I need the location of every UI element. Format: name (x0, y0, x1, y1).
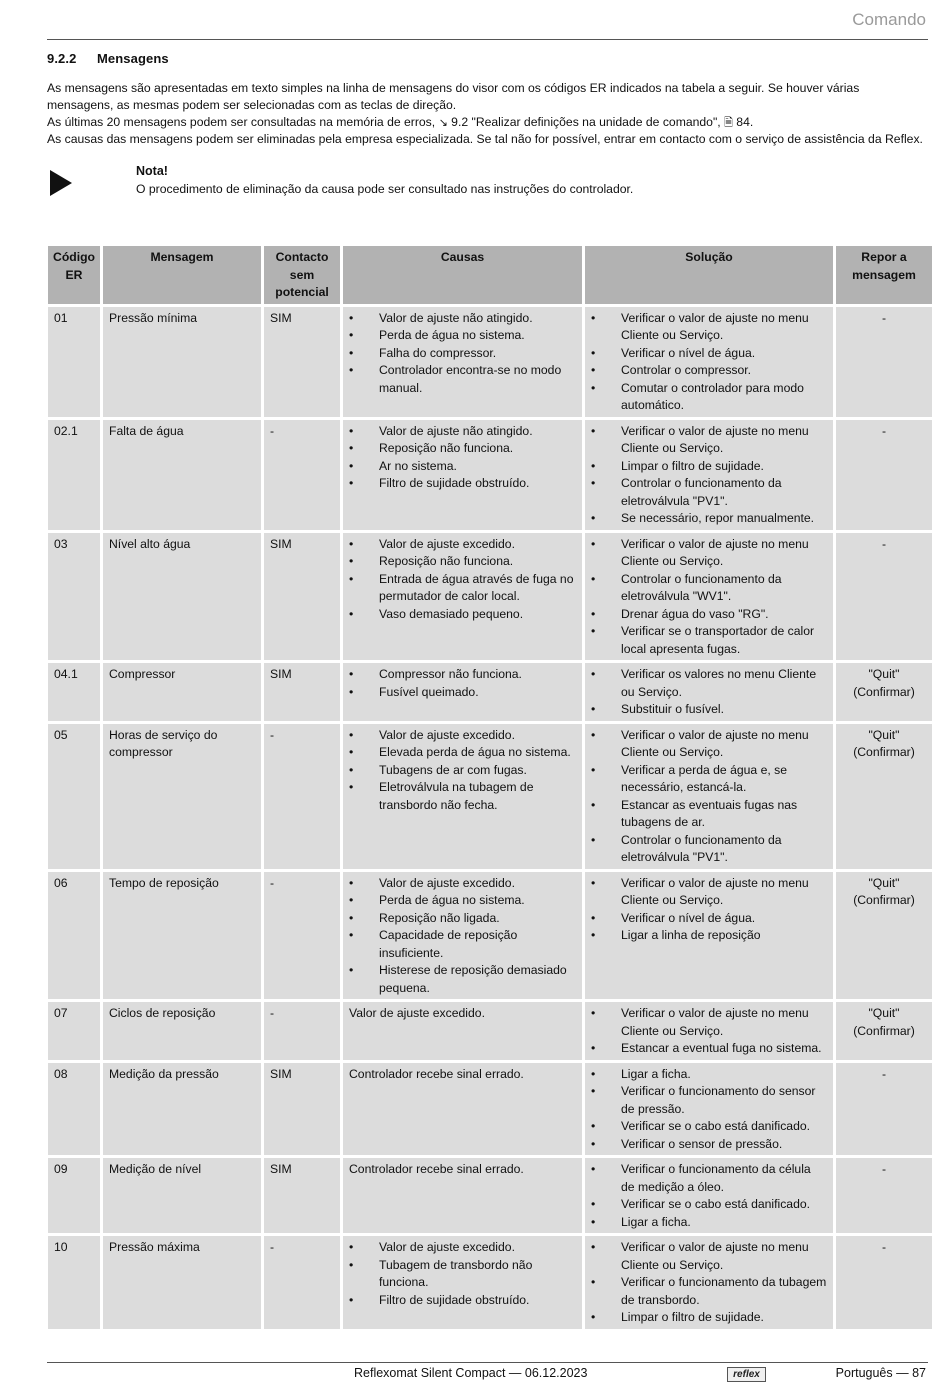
cell-message: Horas de serviço do compressor (103, 724, 261, 869)
cell-reset: "Quit" (Confirmar) (836, 724, 932, 869)
page-reference-icon: 🗎 (724, 116, 733, 129)
note-text: O procedimento de eliminação da causa pode ser consultado nas instruções do controlador. (136, 182, 634, 196)
cell-solution (585, 872, 833, 1000)
cell-reset: - (836, 1158, 932, 1233)
list-item: • Ar no sistema. (349, 458, 576, 476)
cell-solution (585, 724, 833, 869)
list-item: • Comutar o controlador para modo automático. (591, 380, 827, 415)
cell-solution-list (591, 1239, 827, 1327)
list-item: • Compressor não funciona. (349, 666, 576, 684)
list-item: • Limpar o filtro de sujidade. (591, 1309, 827, 1327)
list-item: • Controlar o funcionamento da eletroválvula "PV1". (591, 475, 827, 510)
list-item: • Perda de água no sistema. (349, 892, 576, 910)
cell-contact: - (264, 420, 340, 530)
cell-reset: "Quit" (Confirmar) (836, 872, 932, 1000)
table-row (48, 663, 932, 721)
cell-code: 04.1 (48, 663, 100, 721)
cell-solution-list (591, 1066, 827, 1154)
list-item: • Verificar se o cabo está danificado. (591, 1118, 827, 1136)
cell-causes-list (349, 1239, 576, 1309)
list-item: • Verificar o valor de ajuste no menu Cliente ou Serviço. (591, 1005, 827, 1040)
list-item: • Perda de água no sistema. (349, 327, 576, 345)
list-item: • Tubagem de transbordo não funciona. (349, 1257, 576, 1292)
cell-solution (585, 663, 833, 721)
cell-solution-list (591, 536, 827, 659)
cell-causes: Controlador recebe sinal errado. (343, 1158, 582, 1233)
cell-solution-list (591, 727, 827, 867)
list-item: • Verificar o funcionamento da tubagem de transbordo. (591, 1274, 827, 1309)
list-item: • Reposição não funciona. (349, 440, 576, 458)
cell-solution (585, 1158, 833, 1233)
list-item: • Substituir o fusível. (591, 701, 827, 719)
page-header-title: Comando (852, 10, 926, 29)
cell-causes-list (349, 423, 576, 493)
list-item: • Ligar a ficha. (591, 1214, 827, 1232)
section-title: Mensagens (97, 51, 169, 66)
list-item: • Valor de ajuste excedido. (349, 536, 576, 554)
list-item: • Drenar água do vaso "RG". (591, 606, 827, 624)
list-item: • Fusível queimado. (349, 684, 576, 702)
footer-document-title: Reflexomat Silent Compact — 06.12.2023 (354, 1366, 588, 1380)
list-item: • Valor de ajuste não atingido. (349, 310, 576, 328)
cross-reference-arrow-icon: ↘ (438, 116, 448, 129)
cell-message: Medição de nível (103, 1158, 261, 1233)
cell-code: 03 (48, 533, 100, 661)
table-row (48, 872, 932, 1000)
cell-message: Falta de água (103, 420, 261, 530)
cell-causes-list (349, 536, 576, 624)
cell-causes (343, 533, 582, 661)
list-item: • Entrada de água através de fuga no permutador de calor local. (349, 571, 576, 606)
cell-contact: - (264, 872, 340, 1000)
cell-causes (343, 307, 582, 417)
cell-reset: "Quit" (Confirmar) (836, 1002, 932, 1060)
cell-message: Nível alto água (103, 533, 261, 661)
cell-solution (585, 533, 833, 661)
cell-code: 07 (48, 1002, 100, 1060)
list-item: • Verificar o sensor de pressão. (591, 1136, 827, 1154)
cell-message: Medição da pressão (103, 1063, 261, 1156)
header-reset: Repor a mensagem (836, 246, 932, 304)
cell-message: Pressão mínima (103, 307, 261, 417)
table-row (48, 307, 932, 417)
list-item: • Verificar se o transportador de calor local apresenta fugas. (591, 623, 827, 658)
cell-code: 09 (48, 1158, 100, 1233)
intro-paragraph-3: As causas das mensagens podem ser eliminadas pela empresa especializada. Se tal não for possível, entrar em contacto com o serviço de assistência da Reflex. (47, 132, 923, 146)
section-number: 9.2.2 (47, 51, 77, 66)
cell-causes-list (349, 875, 576, 998)
table-row (48, 533, 932, 661)
list-item: • Estancar a eventual fuga no sistema. (591, 1040, 827, 1058)
list-item: • Verificar o nível de água. (591, 345, 827, 363)
cell-contact: SIM (264, 1063, 340, 1156)
table-header-row (48, 246, 932, 304)
cell-reset: - (836, 1063, 932, 1156)
list-item: • Vaso demasiado pequeno. (349, 606, 576, 624)
table-row (48, 1236, 932, 1329)
list-item: • Se necessário, repor manualmente. (591, 510, 827, 528)
list-item: • Falha do compressor. (349, 345, 576, 363)
header-code: Código ER (48, 246, 100, 304)
list-item: • Reposição não ligada. (349, 910, 576, 928)
cell-solution-list (591, 1161, 827, 1231)
list-item: • Tubagens de ar com fugas. (349, 762, 576, 780)
list-item: • Controlar o funcionamento da eletroválvula "WV1". (591, 571, 827, 606)
cell-message: Tempo de reposição (103, 872, 261, 1000)
cell-contact: SIM (264, 663, 340, 721)
cell-contact: - (264, 1002, 340, 1060)
cell-code: 01 (48, 307, 100, 417)
page-reference-number: 84. (732, 115, 754, 129)
cell-solution (585, 1002, 833, 1060)
list-item: • Valor de ajuste excedido. (349, 727, 576, 745)
list-item: • Verificar o nível de água. (591, 910, 827, 928)
cell-solution-list (591, 423, 827, 528)
list-item: • Eletroválvula na tubagem de transbordo não fecha. (349, 779, 576, 814)
list-item: • Histerese de reposição demasiado pequena. (349, 962, 576, 997)
table-row (48, 724, 932, 869)
cell-message: Pressão máxima (103, 1236, 261, 1329)
cell-reset: - (836, 533, 932, 661)
header-divider (47, 39, 928, 40)
list-item: • Controlador encontra-se no modo manual. (349, 362, 576, 397)
cell-contact: SIM (264, 533, 340, 661)
note-arrow-icon (50, 170, 72, 196)
cell-causes: Valor de ajuste excedido. (343, 1002, 582, 1060)
cell-contact: - (264, 724, 340, 869)
list-item: • Valor de ajuste excedido. (349, 1239, 576, 1257)
list-item: • Filtro de sujidade obstruído. (349, 475, 576, 493)
list-item: • Verificar os valores no menu Cliente ou Serviço. (591, 666, 827, 701)
cell-causes (343, 663, 582, 721)
cell-message: Ciclos de reposição (103, 1002, 261, 1060)
list-item: • Verificar o funcionamento da célula de medição a óleo. (591, 1161, 827, 1196)
list-item: • Reposição não funciona. (349, 553, 576, 571)
cell-causes (343, 1236, 582, 1329)
list-item: • Filtro de sujidade obstruído. (349, 1292, 576, 1310)
footer-divider (47, 1362, 928, 1363)
list-item: • Verificar o valor de ajuste no menu Cliente ou Serviço. (591, 310, 827, 345)
header-message: Mensagem (103, 246, 261, 304)
cell-solution (585, 307, 833, 417)
cell-code: 05 (48, 724, 100, 869)
list-item: • Ligar a linha de reposição (591, 927, 827, 945)
cell-solution-list (591, 310, 827, 415)
list-item: • Verificar o valor de ajuste no menu Cliente ou Serviço. (591, 536, 827, 571)
cell-solution-list (591, 875, 827, 945)
list-item: • Valor de ajuste não atingido. (349, 423, 576, 441)
footer-page-number: Português — 87 (835, 1366, 926, 1380)
list-item: • Verificar o valor de ajuste no menu Cliente ou Serviço. (591, 423, 827, 458)
cell-solution-list (591, 1005, 827, 1058)
list-item: • Limpar o filtro de sujidade. (591, 458, 827, 476)
cell-causes-list (349, 727, 576, 815)
note-title: Nota! (136, 164, 168, 178)
list-item: • Verificar se o cabo está danificado. (591, 1196, 827, 1214)
list-item: • Verificar o funcionamento do sensor de pressão. (591, 1083, 827, 1118)
table-row (48, 1063, 932, 1156)
reflex-logo: reflex (727, 1367, 766, 1382)
cell-contact: SIM (264, 1158, 340, 1233)
cell-message: Compressor (103, 663, 261, 721)
list-item: • Capacidade de reposição insuficiente. (349, 927, 576, 962)
section-heading (47, 51, 169, 66)
cell-causes (343, 420, 582, 530)
list-item: • Verificar o valor de ajuste no menu Cliente ou Serviço. (591, 727, 827, 762)
cell-solution-list (591, 666, 827, 719)
cell-solution (585, 1236, 833, 1329)
intro-line2-start: As últimas 20 mensagens podem ser consultadas na memória de erros, (47, 115, 439, 129)
cell-solution (585, 420, 833, 530)
list-item: • Verificar a perda de água e, se necessário, estancá-la. (591, 762, 827, 797)
intro-paragraph-1: As mensagens são apresentadas em texto simples na linha de mensagens do visor com os códigos ER indicados na tabela a seguir. Se houver várias mensagens, as mesmas podem ser selecionadas com as teclas de direção. (47, 81, 860, 112)
cell-causes: Controlador recebe sinal errado. (343, 1063, 582, 1156)
table-row (48, 1158, 932, 1233)
list-item: • Estancar as eventuais fugas nas tubagens de ar. (591, 797, 827, 832)
header-causes: Causas (343, 246, 582, 304)
intro-paragraph-2 (47, 114, 927, 131)
header-solution: Solução (585, 246, 833, 304)
intro-text (47, 80, 927, 148)
cell-causes (343, 724, 582, 869)
cell-code: 06 (48, 872, 100, 1000)
cell-code: 02.1 (48, 420, 100, 530)
cell-reset: - (836, 1236, 932, 1329)
list-item: • Verificar o valor de ajuste no menu Cliente ou Serviço. (591, 875, 827, 910)
list-item: • Controlar o compressor. (591, 362, 827, 380)
cell-contact: SIM (264, 307, 340, 417)
cell-reset: - (836, 307, 932, 417)
cross-reference-link[interactable]: 9.2 "Realizar definições na unidade de comando", (447, 115, 725, 129)
cell-causes-list (349, 310, 576, 398)
list-item: • Controlar o funcionamento da eletroválvula "PV1". (591, 832, 827, 867)
cell-code: 08 (48, 1063, 100, 1156)
list-item: • Verificar o valor de ajuste no menu Cliente ou Serviço. (591, 1239, 827, 1274)
cell-reset: - (836, 420, 932, 530)
cell-causes (343, 872, 582, 1000)
table-row (48, 1002, 932, 1060)
list-item: • Elevada perda de água no sistema. (349, 744, 576, 762)
list-item: • Valor de ajuste excedido. (349, 875, 576, 893)
cell-reset: "Quit" (Confirmar) (836, 663, 932, 721)
error-messages-table (45, 243, 935, 1332)
table-row (48, 420, 932, 530)
cell-contact: - (264, 1236, 340, 1329)
cell-solution (585, 1063, 833, 1156)
cell-code: 10 (48, 1236, 100, 1329)
cell-causes-list (349, 666, 576, 701)
header-contact: Contacto sem potencial (264, 246, 340, 304)
list-item: • Ligar a ficha. (591, 1066, 827, 1084)
